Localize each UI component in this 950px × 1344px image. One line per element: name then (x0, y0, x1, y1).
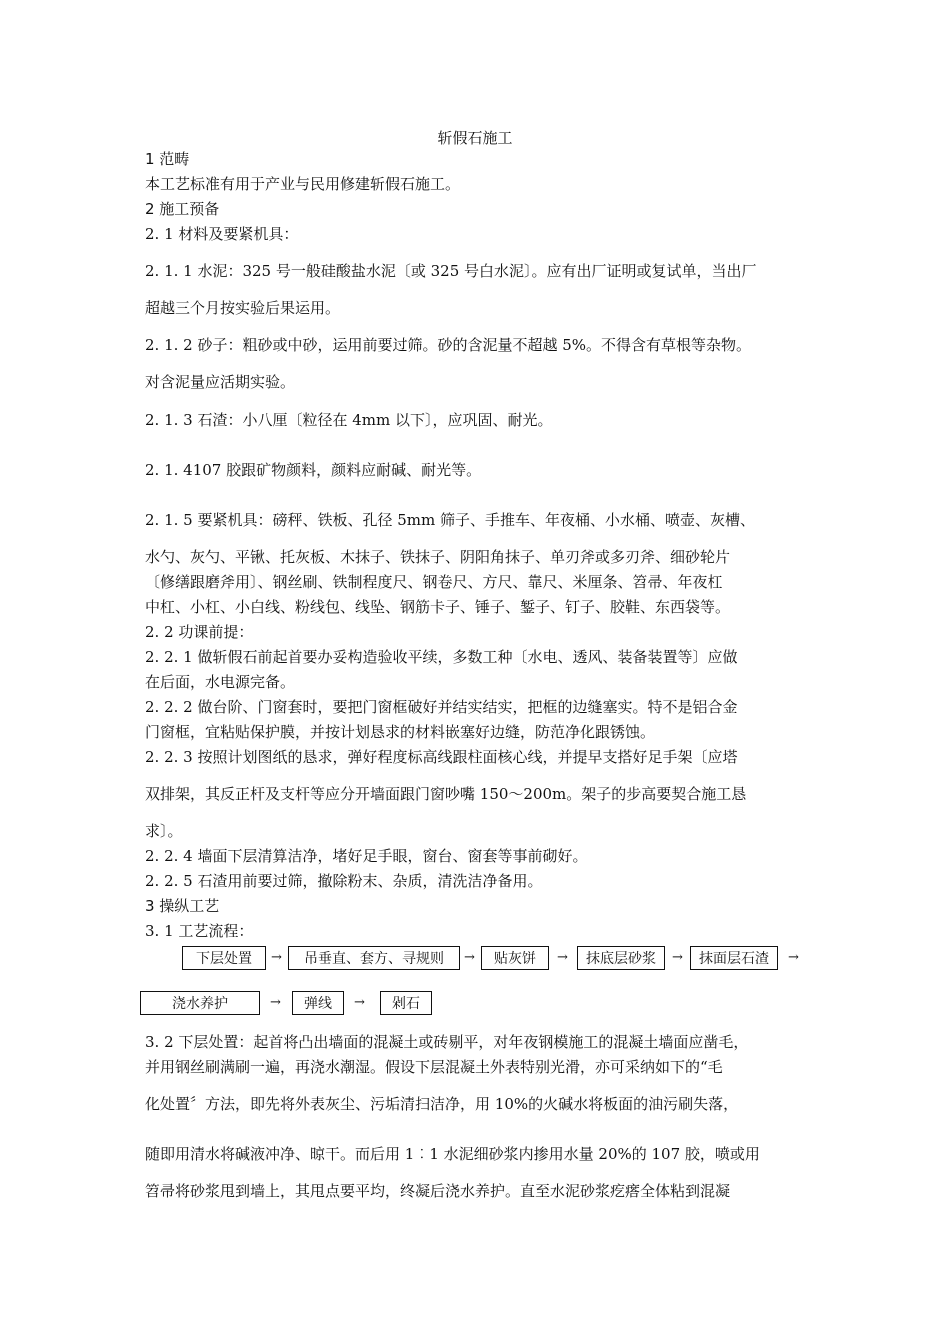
paragraph-line: 2. 2. 1 做斩假石前起首要办妥构造验收平续，多数工种〔水电、透风、装备装置等〕应做 (145, 648, 738, 666)
paragraph-line: 2. 2. 5 石渣用前要过筛，撤除粉末、杂质，清洗洁净备用。 (145, 872, 543, 890)
paragraph-line: 2. 2. 2 做台阶、门窗套时，要把门窗框破好并结实结实，把框的边缝塞实。特不是铝合金 (145, 698, 738, 716)
paragraph-line: 2. 2. 4 墙面下层清算洁净，堵好足手眼，窗台、窗套等事前砌好。 (145, 847, 588, 865)
paragraph-line: 双排架，其反正杆及支杆等应分开墙面跟门窗吵嘴 150～200m。架子的步高要契合施工恳 (145, 785, 747, 803)
paragraph-line: 求〕。 (145, 822, 183, 840)
flow-arrow: → (464, 950, 475, 965)
paragraph-line: 在后面，水电源完备。 (145, 673, 296, 691)
paragraph-line: 〔修缮跟磨斧用〕、钢丝刷、铁制程度尺、钢卷尺、方尺、靠尺、米厘条、笤帚、年夜杠 (145, 573, 723, 591)
flow-arrow: → (788, 950, 799, 965)
paragraph-line: 化处置〞方法，即先将外表灰尘、污垢清扫洁净，用 10%的火碱水将板面的油污刷失落， (145, 1095, 739, 1113)
paragraph-line: 超越三个月按实验后果运用。 (145, 299, 341, 317)
paragraph-line: 2. 1. 5 要紧机具：磅秤、铁板、孔径 5mm 筛子、手推车、年夜桶、小水桶、喷壶、灰槽、 (145, 511, 756, 529)
paragraph-line: 2. 2. 3 按照计划图纸的恳求，弹好程度标高线跟柱面核心线，并提早支搭好足手架〔应塔 (145, 748, 738, 766)
paragraph-line: 中杠、小杠、小白线、粉线包、线坠、钢筋卡子、锤子、錾子、钉子、胶鞋、东西袋等。 (145, 598, 731, 616)
paragraph-line: 2. 1. 3 石渣：小八厘〔粒径在 4mm 以下〕，应巩固、耐光。 (145, 411, 553, 429)
flow-step-1: 下层处置 (182, 946, 266, 970)
flow-step-6: 浇水养护 (140, 991, 260, 1015)
paragraph-line: 2. 1. 4107 胶跟矿物颜料，颜料应耐碱、耐光等。 (145, 461, 482, 479)
paragraph-line: 笤帚将砂浆甩到墙上，其甩点要平均，终凝后浇水养护。直至水泥砂浆疙瘩全体粘到混凝 (145, 1182, 731, 1200)
flow-step-2: 吊垂直、套方、寻规则 (288, 946, 460, 970)
paragraph-line: 2. 1 材料及要紧机具： (145, 225, 299, 243)
paragraph-line: 水勺、灰勺、平锹、托灰板、木抹子、铁抹子、阴阳角抹子、单刃斧或多刃斧、细砂轮片 (145, 548, 731, 566)
section-heading: 3 操纵工艺 (145, 897, 220, 915)
paragraph-line: 2. 2 功课前提： (145, 623, 254, 641)
flow-arrow: → (672, 950, 683, 965)
section-heading: 2 施工预备 (145, 200, 220, 218)
flow-step-7: 弹线 (292, 991, 344, 1015)
paragraph-line: 3. 1 工艺流程： (145, 922, 254, 940)
paragraph-line: 3. 2 下层处置：起首将凸出墙面的混凝土或砖剔平，对年夜钢模施工的混凝土墙面应凿毛， (145, 1033, 749, 1051)
section-heading: 1 范畴 (145, 150, 190, 168)
paragraph-line: 本工艺标准有用于产业与民用修建斩假石施工。 (145, 175, 461, 193)
paragraph-line: 并用钢丝刷满刷一遍，再浇水潮湿。假设下层混凝土外表特别光滑，亦可采纳如下的“毛 (145, 1058, 723, 1076)
flow-arrow: → (354, 995, 365, 1010)
flow-step-5: 抹面层石渣 (690, 946, 778, 970)
flow-arrow: → (271, 950, 282, 965)
paragraph-line: 对含泥量应活期实验。 (145, 373, 296, 391)
paragraph-line: 2. 1. 1 水泥：325 号一般硅酸盐水泥〔或 325 号白水泥〕。应有出厂证明或复试单，当出厂 (145, 262, 757, 280)
flow-arrow: → (557, 950, 568, 965)
flow-arrow: → (270, 995, 281, 1010)
paragraph-line: 2. 1. 2 砂子：粗砂或中砂，运用前要过筛。砂的含泥量不超越 5%。不得含有草根等杂物。 (145, 336, 752, 354)
paragraph-line: 门窗框，宜粘贴保护膜，并按计划恳求的材料嵌塞好边缝，防范净化跟锈蚀。 (145, 723, 656, 741)
flow-step-4: 抹底层砂浆 (577, 946, 665, 970)
document-title: 斩假石施工 (437, 129, 513, 147)
paragraph-line: 随即用清水将碱液冲净、晾干。而后用 1︰1 水泥细砂浆内掺用水量 20%的 107 胶，喷或用 (145, 1145, 760, 1163)
flow-step-8: 剁石 (380, 991, 432, 1015)
flow-step-3: 贴灰饼 (481, 946, 549, 970)
